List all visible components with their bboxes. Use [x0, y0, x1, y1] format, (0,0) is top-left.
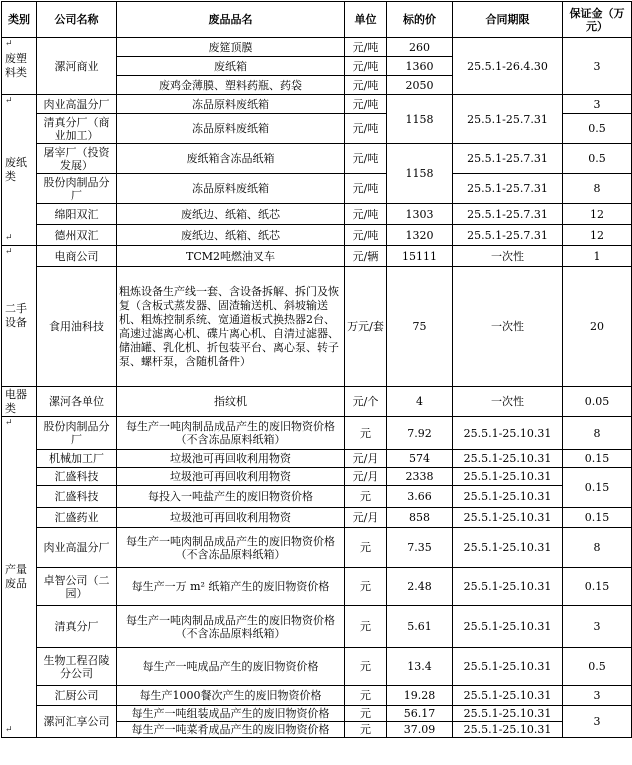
deposit-cell: 3: [563, 686, 632, 706]
price-cell: 1158: [387, 144, 453, 204]
item-cell: 废纸箱: [117, 57, 345, 76]
deposit-cell: 0.15: [563, 508, 632, 528]
company-cell: 汇盛科技: [37, 468, 117, 486]
period-cell: 一次性: [453, 387, 563, 417]
unit-cell: 元/个: [345, 387, 387, 417]
unit-cell: 元: [345, 528, 387, 568]
unit-cell: 元/月: [345, 468, 387, 486]
company-cell: 卓智公司（二园）: [37, 568, 117, 606]
table-row: [2, 38, 632, 57]
price-cell: 2.48: [387, 568, 453, 606]
company-cell: 食用油科技: [37, 267, 117, 387]
period-cell: 25.5.1-25.10.31: [453, 486, 563, 508]
item-cell: 垃圾池可再回收利用物资: [117, 468, 345, 486]
deposit-cell: 0.05: [563, 387, 632, 417]
table-row: [2, 648, 632, 686]
unit-cell: 元/吨: [345, 144, 387, 174]
table-row: [2, 387, 632, 417]
unit-cell: 元/辆: [345, 246, 387, 267]
company-cell: 电商公司: [37, 246, 117, 267]
item-cell: 废纸边、纸箱、纸芯: [117, 225, 345, 246]
unit-cell: 元/月: [345, 508, 387, 528]
item-cell: 废鸡金薄膜、塑料药瓶、药袋: [117, 76, 345, 95]
table-row: [2, 508, 632, 528]
period-cell: 25.5.1-25.10.31: [453, 606, 563, 648]
table-row: [2, 174, 632, 204]
category-cell: [2, 95, 37, 246]
price-cell: 858: [387, 508, 453, 528]
category-label: 二手设备: [5, 302, 27, 329]
price-cell: 56.17: [387, 706, 453, 722]
period-cell: 25.5.1-25.7.31: [453, 174, 563, 204]
header-company: 公司名称: [37, 2, 117, 38]
item-cell: 每生产一吨成品产生的废旧物资价格: [117, 648, 345, 686]
table-row: [2, 528, 632, 568]
unit-cell: 元/吨: [345, 95, 387, 114]
company-cell: 绵阳双汇: [37, 204, 117, 225]
table-row: [2, 267, 632, 387]
unit-cell: 元/吨: [345, 204, 387, 225]
price-cell: 7.35: [387, 528, 453, 568]
unit-cell: 元: [345, 648, 387, 686]
unit-cell: 元/吨: [345, 57, 387, 76]
enter-mark-icon: ↵: [5, 233, 13, 243]
table-row: [2, 486, 632, 508]
header-price: 标的价: [387, 2, 453, 38]
unit-cell: 元: [345, 417, 387, 450]
header-row: [2, 2, 632, 38]
period-cell: 25.5.1-25.7.31: [453, 144, 563, 174]
price-cell: 15111: [387, 246, 453, 267]
unit-cell: 元: [345, 706, 387, 722]
price-cell: 7.92: [387, 417, 453, 450]
price-cell: 2050: [387, 76, 453, 95]
enter-mark-icon: ↵: [5, 39, 13, 49]
period-cell: 25.5.1-26.4.30: [453, 38, 563, 95]
table-row: [2, 686, 632, 706]
item-cell: 每生产一吨肉制品成品产生的废旧物资价格（不含冻品原料纸箱）: [117, 417, 345, 450]
category-label: 废塑料类: [5, 52, 27, 79]
unit-cell: 元: [345, 722, 387, 738]
item-cell: TCM2吨燃油叉车: [117, 246, 345, 267]
enter-mark-icon: ↵: [5, 247, 13, 257]
period-cell: 25.5.1-25.10.31: [453, 508, 563, 528]
period-cell: 一次性: [453, 246, 563, 267]
table-row: [2, 706, 632, 722]
price-cell: 1360: [387, 57, 453, 76]
price-cell: 37.09: [387, 722, 453, 738]
table-row: [2, 95, 632, 114]
price-cell: 1303: [387, 204, 453, 225]
period-cell: 25.5.1-25.10.31: [453, 468, 563, 486]
table-row: [2, 568, 632, 606]
enter-mark-icon: ↵: [5, 418, 13, 428]
period-cell: 25.5.1-25.7.31: [453, 225, 563, 246]
period-cell: 25.5.1-25.7.31: [453, 204, 563, 225]
deposit-cell: 12: [563, 225, 632, 246]
item-cell: 废纸边、纸箱、纸芯: [117, 204, 345, 225]
table-row: [2, 468, 632, 486]
company-cell: 股份肉制品分厂: [37, 417, 117, 450]
period-cell: 25.5.1-25.10.31: [453, 648, 563, 686]
item-cell: 每生产一万 m² 纸箱产生的废旧物资价格: [117, 568, 345, 606]
item-cell: 每生产一吨菜肴成品产生的废旧物资价格: [117, 722, 345, 738]
company-cell: 汇厨公司: [37, 686, 117, 706]
company-cell: 清真分厂: [37, 606, 117, 648]
header-deposit: 保证金（万元）: [563, 2, 632, 38]
table-row: [2, 225, 632, 246]
category-cell: [2, 246, 37, 387]
item-cell: 冻品原料废纸箱: [117, 114, 345, 144]
table-row: [2, 606, 632, 648]
item-cell: 每生产一吨肉制品成品产生的废旧物资价格（不含冻品原料纸箱）: [117, 606, 345, 648]
company-cell: 屠宰厂（投资发展）: [37, 144, 117, 174]
unit-cell: 元/吨: [345, 225, 387, 246]
deposit-cell: 0.5: [563, 114, 632, 144]
deposit-cell: 0.15: [563, 468, 632, 508]
period-cell: 25.5.1-25.10.31: [453, 568, 563, 606]
price-cell: 13.4: [387, 648, 453, 686]
category-label: 废纸类: [5, 156, 27, 183]
deposit-cell: 0.5: [563, 144, 632, 174]
price-cell: 4: [387, 387, 453, 417]
item-cell: 废纸箱含冻品纸箱: [117, 144, 345, 174]
category-cell: [2, 417, 37, 738]
deposit-cell: 8: [563, 417, 632, 450]
deposit-cell: 8: [563, 174, 632, 204]
company-cell: 肉业高温分厂: [37, 95, 117, 114]
category-cell: [2, 38, 37, 95]
price-cell: 260: [387, 38, 453, 57]
deposit-cell: 1: [563, 246, 632, 267]
unit-cell: 元: [345, 568, 387, 606]
company-cell: 清真分厂（商业加工）: [37, 114, 117, 144]
item-cell: 每生产一吨肉制品成品产生的废旧物资价格（不含冻品原料纸箱）: [117, 528, 345, 568]
item-cell: 垃圾池可再回收利用物资: [117, 450, 345, 468]
price-cell: 1158: [387, 95, 453, 144]
table-row: [2, 246, 632, 267]
company-cell: 生物工程召陵分公司: [37, 648, 117, 686]
deposit-cell: 0.5: [563, 648, 632, 686]
period-cell: 25.5.1-25.10.31: [453, 686, 563, 706]
company-cell: 漯河各单位: [37, 387, 117, 417]
deposit-cell: 20: [563, 267, 632, 387]
unit-cell: 元/吨: [345, 114, 387, 144]
deposit-cell: 3: [563, 606, 632, 648]
unit-cell: 元: [345, 606, 387, 648]
unit-cell: 元: [345, 686, 387, 706]
waste-price-table: [1, 1, 632, 738]
category-label: 产量废品: [5, 563, 27, 590]
company-cell: 漯河商业: [37, 38, 117, 95]
table-row: [2, 450, 632, 468]
item-cell: 每生产1000餐次产生的废旧物资价格: [117, 686, 345, 706]
deposit-cell: 0.15: [563, 568, 632, 606]
company-cell: 肉业高温分厂: [37, 528, 117, 568]
item-cell: 废筵顶膜: [117, 38, 345, 57]
item-cell: 粗炼设备生产线一套、含设备拆解、拆门及恢复（含板式蒸发器、固渣输送机、斜坡输送机、粗炼控制系统、宽通道板式换热器2台、高速过滤离心机、碟片离心机、自清过滤器、储油罐、乳化机、折包装平台、离心泵、转子泵、螺杆泵，含随机备件）: [117, 267, 345, 387]
table-row: [2, 417, 632, 450]
item-cell: 指纹机: [117, 387, 345, 417]
deposit-cell: 0.15: [563, 450, 632, 468]
period-cell: 25.5.1-25.10.31: [453, 450, 563, 468]
price-cell: 5.61: [387, 606, 453, 648]
period-cell: 一次性: [453, 267, 563, 387]
table-row: [2, 144, 632, 174]
company-cell: 汇盛科技: [37, 486, 117, 508]
price-cell: 3.66: [387, 486, 453, 508]
item-cell: 每生产一吨组装成品产生的废旧物资价格: [117, 706, 345, 722]
item-cell: 每投入一吨盐产生的废旧物资价格: [117, 486, 345, 508]
period-cell: 25.5.1-25.10.31: [453, 722, 563, 738]
company-cell: 漯河汇享公司: [37, 706, 117, 738]
price-cell: 2338: [387, 468, 453, 486]
item-cell: 冻品原料废纸箱: [117, 95, 345, 114]
price-cell: 574: [387, 450, 453, 468]
price-cell: 75: [387, 267, 453, 387]
deposit-cell: 8: [563, 528, 632, 568]
period-cell: 25.5.1-25.10.31: [453, 417, 563, 450]
deposit-cell: 3: [563, 95, 632, 114]
header-period: 合同期限: [453, 2, 563, 38]
price-cell: 19.28: [387, 686, 453, 706]
header-category: 类别: [2, 2, 37, 38]
period-cell: 25.5.1-25.10.31: [453, 706, 563, 722]
unit-cell: 万元/套: [345, 267, 387, 387]
header-unit: 单位: [345, 2, 387, 38]
price-cell: 1320: [387, 225, 453, 246]
unit-cell: 元/吨: [345, 38, 387, 57]
company-cell: 股份肉制品分厂: [37, 174, 117, 204]
item-cell: 垃圾池可再回收利用物资: [117, 508, 345, 528]
company-cell: 德州双汇: [37, 225, 117, 246]
deposit-cell: 3: [563, 706, 632, 738]
table-row: [2, 204, 632, 225]
company-cell: 机械加工厂: [37, 450, 117, 468]
unit-cell: 元: [345, 486, 387, 508]
unit-cell: 元/吨: [345, 174, 387, 204]
enter-mark-icon: ↵: [5, 96, 13, 106]
enter-mark-icon: ↵: [5, 725, 13, 735]
period-cell: 25.5.1-25.7.31: [453, 95, 563, 144]
period-cell: 25.5.1-25.10.31: [453, 528, 563, 568]
item-cell: 冻品原料废纸箱: [117, 174, 345, 204]
unit-cell: 元/吨: [345, 76, 387, 95]
header-item: 废品品名: [117, 2, 345, 38]
category-cell: [2, 387, 37, 417]
unit-cell: 元/月: [345, 450, 387, 468]
deposit-cell: 12: [563, 204, 632, 225]
category-label: 电器类: [5, 387, 27, 415]
deposit-cell: 3: [563, 38, 632, 95]
company-cell: 汇盛药业: [37, 508, 117, 528]
